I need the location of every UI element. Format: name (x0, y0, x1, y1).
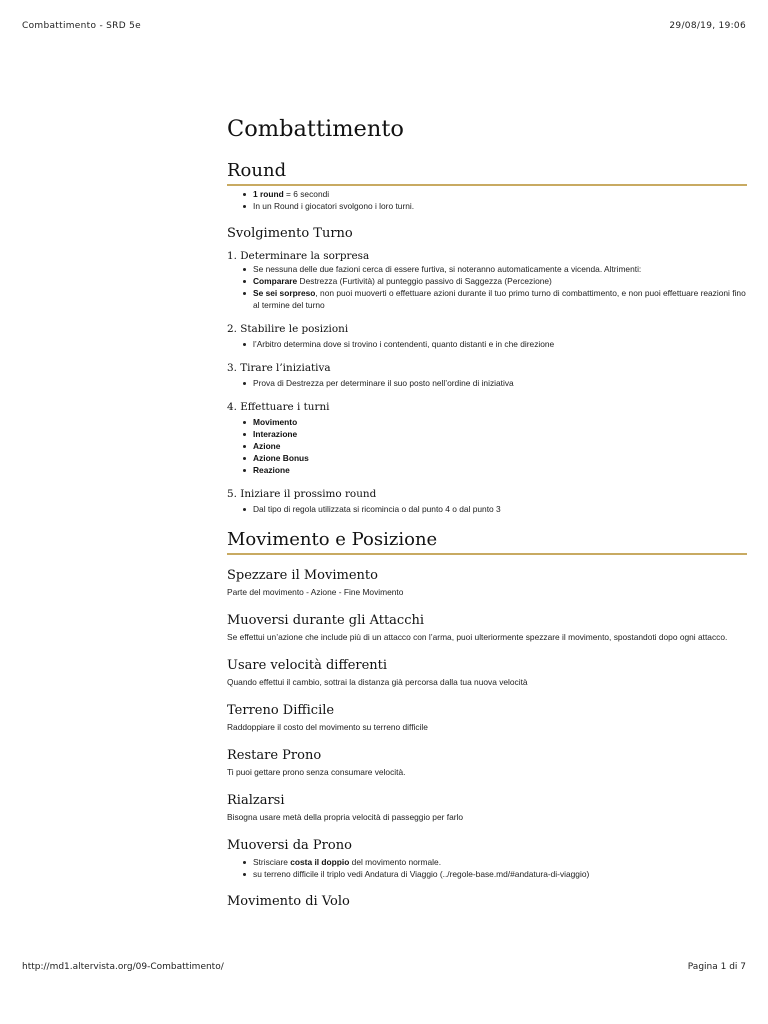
list-item: In un Round i giocatori svolgono i loro turni. (253, 200, 747, 212)
paragraph: Quando effettui il cambio, sottrai la distanza già percorsa dalla tua nuova velocità (227, 677, 528, 687)
step4-list (227, 416, 747, 476)
step5-list (227, 503, 747, 515)
subheading-rialzarsi: Rialzarsi (227, 793, 285, 808)
list-item: l’Arbitro determina dove si trovino i contendenti, quanto distanti e in che direzione (253, 338, 747, 350)
print-header-title: Combattimento - SRD 5e (22, 21, 141, 31)
da-prono-list (227, 856, 747, 880)
step-title: 5. Iniziare il prossimo round (227, 488, 377, 500)
list-item: Azione (253, 440, 747, 452)
step-title: 2. Stabilire le posizioni (227, 323, 349, 335)
subheading-attacchi: Muoversi durante gli Attacchi (227, 613, 425, 628)
list-item: Movimento (253, 416, 747, 428)
list-item: su terreno difficile il triplo vedi Andatura di Viaggio (../regole-base.md/#andatura-di-viaggio) (253, 868, 747, 880)
subheading-svolgimento-turno: Svolgimento Turno (227, 226, 353, 241)
paragraph: Bisogna usare metà della propria velocità di passeggio per farlo (227, 812, 464, 822)
list-item: Reazione (253, 464, 747, 476)
list-item: Strisciare costa il doppio del movimento normale. (253, 856, 747, 868)
step-title: 1. Determinare la sorpresa (227, 250, 370, 262)
list-item: Se nessuna delle due fazioni cerca di essere furtiva, si noteranno automaticamente a vicenda. Altrimenti: (253, 263, 747, 275)
subheading-volo: Movimento di Volo (227, 894, 350, 909)
paragraph: Se effettui un’azione che include più di un attacco con l’arma, puoi ulteriormente spezzare il movimento, spostandoti dopo ogni attacco. (227, 632, 728, 642)
list-item: Prova di Destrezza per determinare il suo posto nell’ordine di iniziativa (253, 377, 747, 389)
list-item: Se sei sorpreso, non puoi muoverti o effettuare azioni durante il tuo primo turno di combattimento, e non puoi effettuare reazioni fino al termine del turno (253, 288, 746, 310)
list-item: Comparare Destrezza (Furtività) al punteggio passivo di Saggezza (Percezione) (253, 275, 747, 287)
page-title: Combattimento (227, 116, 404, 142)
section-heading-round: Round (227, 159, 747, 186)
section-heading-movimento: Movimento e Posizione (227, 528, 747, 555)
subheading-terreno: Terreno Difficile (227, 703, 335, 718)
print-footer (22, 962, 746, 972)
step3-list (227, 377, 747, 389)
list-item: Azione Bonus (253, 452, 747, 464)
paragraph: Parte del movimento - Azione - Fine Movimento (227, 587, 404, 597)
paragraph: Raddoppiare il costo del movimento su terreno difficile (227, 722, 428, 732)
list-item: Dal tipo di regola utilizzata si ricomincia o dal punto 4 o dal punto 3 (253, 503, 747, 515)
print-header-datetime: 29/08/19, 19:06 (669, 21, 746, 31)
step1-list (227, 263, 747, 311)
subheading-da-prono: Muoversi da Prono (227, 838, 352, 853)
list-item: 1 round = 6 secondi (253, 188, 747, 200)
list-item: Interazione (253, 428, 747, 440)
print-header (22, 21, 746, 31)
step-title: 3. Tirare l’iniziativa (227, 362, 331, 374)
paragraph: Ti puoi gettare prono senza consumare velocità. (227, 767, 406, 777)
round-list (227, 188, 747, 212)
subheading-prono: Restare Prono (227, 748, 322, 763)
print-footer-page: Pagina 1 di 7 (687, 962, 746, 972)
subheading-velocita: Usare velocità differenti (227, 658, 388, 673)
document-content (227, 113, 747, 910)
step2-list (227, 338, 747, 350)
subheading-spezzare: Spezzare il Movimento (227, 568, 378, 583)
print-footer-url: http://md1.altervista.org/09-Combattimento/ (22, 962, 224, 972)
step-title: 4. Effettuare i turni (227, 401, 330, 413)
